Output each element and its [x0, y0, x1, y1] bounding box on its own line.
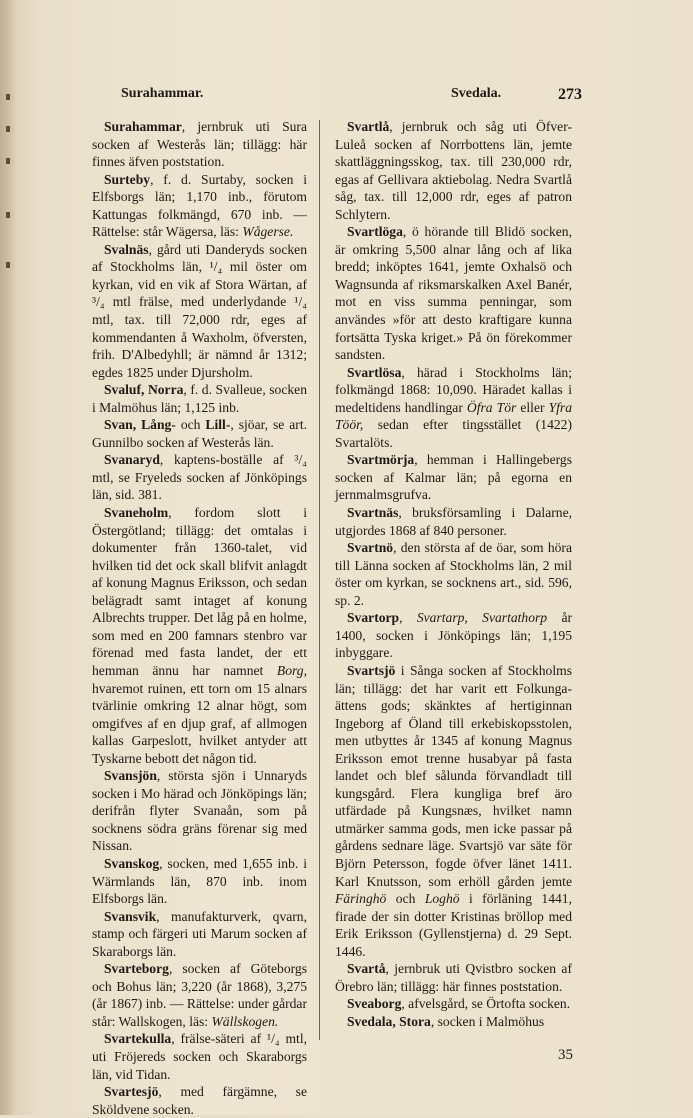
entry-text: , kaptens-boställe af ³/₄ mtl, se Fryeleds socken af Jönköpings län, sid. 381.: [92, 452, 307, 503]
entry-headword: Svansjön: [104, 768, 157, 784]
dictionary-entry: [335, 1013, 572, 1031]
entry-headword: Svan, Lång-: [104, 417, 176, 433]
entry-headword: Svartlösa: [347, 364, 402, 380]
entry-text: , f. d. Surtaby, socken i Elfsborgs län; 1,170 inb., förutom Kattungas folkmängd, 670 inb. — Rättelse: står Wägersa, läs:: [92, 171, 307, 240]
dictionary-entry: [92, 451, 307, 504]
entry-headword: Svartå: [347, 961, 386, 977]
entry-italic: Loghö: [424, 891, 460, 907]
entry-text: , största sjön i Unnaryds socken i Mo härad och Jönköpings län; derifrån flyter Svanaån, som på socknens södra gräns förenar sig med Nissan.: [92, 768, 307, 854]
entry-text: , manufakturverk, qvarn, stamp och färgeri uti Marum socken af Skaraborgs län.: [92, 908, 307, 959]
dictionary-entry: [335, 118, 572, 223]
entry-headword: Svaneholm: [104, 505, 169, 521]
entry-headword: Surteby: [104, 171, 151, 187]
entry-headword: Lill-: [205, 417, 231, 433]
margin-mark: [6, 158, 10, 164]
entry-headword: Svarteborg: [104, 961, 169, 977]
entry-italic: Färinghö: [335, 891, 387, 907]
entry-text: , gård uti Danderyds socken af Stockholms län, ¹/₄ mil öster om kyrkan, vid en vik af Stora Wärtan, af ³/₄ mtl frälse, med underlydande ¹/₄ mtl, tax. till 72,000 rdr, eges af kommendanten å Waxholm, öfversten, frih. D'Albedyhll; är nämnd år 1312; egdes 1825 under Djursholm.: [92, 241, 307, 380]
left-column: [92, 118, 307, 1118]
entry-headword: Svedala, Stora: [347, 1013, 431, 1029]
dictionary-entry: [92, 416, 307, 451]
dictionary-entry: [335, 451, 572, 504]
signature-mark: 35: [558, 1047, 573, 1063]
entry-text: , fordom slott i Östergötland; tillägg: det omtalas i dokumenter från 1360-talet, vid hvilken tid det ock skall blifvit anlagdt af konung Magnus Eriksson, och sedan belägradt samt intaget af konung Albrechts trupper. Det låg på en holme, som med en 200 famnars stenbro var förenad med fasta landet, der ett hemman ännu har namnet: [92, 505, 307, 678]
column-divider: [319, 120, 320, 1040]
entry-headword: Svartmörja: [347, 452, 415, 468]
dictionary-entry: [92, 171, 307, 241]
running-header: [0, 86, 693, 108]
dictionary-entry: [335, 609, 572, 662]
header-right-word: Svedala.: [451, 86, 502, 101]
entry-italic: Svartarp, Svartathorp: [416, 610, 548, 626]
entry-text: , ö hörande till Blidö socken, är omkring 5,500 alnar lång och af lika bredd; inköptes 1641, jemte Oxhalsö och Wagnsunda af riksmarskalken Axel Banér, mot en viss summa penningar, som användes »för att desto kraftigare kunna fortsätta Tyska kriget.» På ön förekommer sandsten.: [335, 224, 572, 363]
dictionary-entry: [92, 1030, 307, 1083]
entry-headword: Surahammar: [104, 119, 182, 134]
entry-text: , afvelsgård, se Örtofta socken.: [401, 996, 571, 1012]
entry-italic: Borg,: [276, 662, 307, 678]
entry-text: , socken, med 1,655 inb. i Wärmlands län, 870 inb. inom Elfsborgs län.: [92, 855, 307, 907]
entry-headword: Svanaryd: [104, 452, 160, 468]
margin-mark: [6, 126, 10, 132]
entry-text: sedan efter tingsstället (1422) Svartalöts.: [335, 417, 572, 450]
margin-mark: [6, 262, 10, 268]
dictionary-entry: [92, 241, 307, 381]
entry-text: och: [175, 417, 206, 433]
dictionary-entry: [335, 504, 572, 539]
dictionary-entry: [335, 539, 572, 609]
dictionary-entry: [92, 1083, 307, 1118]
entry-text: ,: [399, 610, 417, 626]
entry-headword: Sveaborg: [347, 996, 402, 1012]
dictionary-entry: [92, 855, 307, 908]
entry-text: , frälse-säteri af ¹/₄ mtl, uti Fröjereds socken och Skaraborgs län, vid Tidan.: [92, 1031, 307, 1082]
entry-text: , härad i Stockholms län; folkmängd 1868: 10,090. Häradet kallas i medeltidens handlingar: [335, 364, 572, 415]
dictionary-entry: [335, 662, 572, 960]
entry-text: , bruksförsamling i Dalarne, utgjordes 1868 af 840 personer.: [335, 505, 572, 538]
entry-text: , jernbruk och såg uti Öfver-Luleå socken af Norrbottens län, jemte skattläggningsskog, tax. till 230,000 rdr, egas af Gellivara aktiebolag. Nedra Svartlå såg, tax. till 12,000 rdr, eges af patron Schlytern.: [335, 119, 572, 222]
margin-mark: [6, 212, 10, 218]
entry-text: , jernbruk uti Qvistbro socken af Örebro län; tillägg: här finnes poststation.: [335, 961, 572, 994]
entry-text: , hemman i Hallingebergs socken af Kalmar län; på egorna en jernmalmsgrufva.: [335, 452, 572, 503]
dictionary-entry: [335, 960, 572, 995]
dictionary-entry: [92, 381, 307, 416]
entry-headword: Svartlå: [347, 119, 390, 134]
entry-headword: Svartsjö: [347, 662, 396, 678]
entry-text: , f. d. Svalleue, socken i Malmöhus län; 1,125 inb.: [92, 382, 307, 415]
entry-text: , socken af Göteborgs och Bohus län; 3,220 (år 1868), 3,275 (år 1867) inb. — Rättelse: under gårdar står: Wallskogen, läs:: [92, 961, 307, 1029]
entry-text: , den största af de öar, som höra till Länna socken af Stockholms län, 2 mil öster om kyrkan, se socknens art., sid. 596, sp. 2.: [335, 540, 572, 608]
entry-text: i Sånga socken af Stockholms län; tillägg: det har varit ett Folkunga-ättens gods; skänktes af hertiginnan Ingeborg af Öland till erkebiskopsstolen, men utbyttes år 1345 af konung Magnus Eriksson emot trenne husabyar på fasta landet och blef sålunda förvandladt till kungsgård. Flera kungliga bref äro utfärdade på Kungsnæs, hvilket namn utmärker samma gods, men icke passar på gårdens sednare läge. Svartsjö var säte för Björn Petersson, fogde öfver länet 1411. Karl Knutsson, som erhöll gården jemte: [335, 662, 572, 889]
entry-headword: Svaluf, Norra: [104, 382, 184, 398]
entry-headword: Svartnö: [347, 540, 394, 556]
header-left-word: Surahammar.: [121, 86, 204, 101]
entry-text: eller: [516, 399, 549, 415]
entry-italic: Wågerse.: [242, 224, 294, 240]
dictionary-entry: [335, 364, 572, 452]
entry-headword: Svartorp: [347, 610, 400, 626]
dictionary-entry: [92, 767, 307, 855]
entry-text: , jernbruk uti Sura socken af Westerås län; tillägg: här finnes äfven poststation.: [92, 119, 307, 170]
dictionary-entry: [92, 118, 307, 171]
entry-text: , socken i Malmöhus: [430, 1013, 545, 1029]
dictionary-entry: [92, 960, 307, 1030]
dictionary-entry: [92, 908, 307, 961]
entry-headword: Svanskog: [104, 855, 160, 871]
entry-italic: Öfra Tör: [466, 399, 517, 415]
entry-text: i förläning 1441, firade der sin dotter Kristinas bröllop med Erik Eriksson (Gyllenstjerna) d. 29 Sept. 1446.: [335, 891, 572, 959]
dictionary-entry: [92, 504, 307, 767]
entry-headword: Svalnäs: [104, 241, 149, 257]
entry-headword: Svansvik: [104, 908, 157, 924]
entry-text: och: [386, 891, 425, 907]
dictionary-entry: [335, 223, 572, 363]
entry-text: , med färgämne, se Sköldvene socken.: [92, 1084, 307, 1117]
entry-italic: Wällskogen.: [211, 1013, 279, 1029]
entry-text: hvaremot ruinen, ett torn om 15 alnars tvärlinie omkring 12 alnar högt, som omgifves af en djup graf, af allmogen kallas Garpeslott, hvilket antyder att Tyskarne bebott det någon tid.: [92, 680, 307, 766]
entry-text: år 1400, socken i Jönköpings län; 1,195 inbyggare.: [335, 610, 573, 661]
entry-italic: Yfra Töör,: [335, 399, 572, 433]
entry-headword: Svartesjö: [104, 1084, 159, 1100]
right-column: [335, 118, 572, 1030]
entry-headword: Svartlöga: [347, 224, 403, 240]
entry-text: , sjöar, se art. Gunnilbo socken af Westerås län.: [92, 417, 308, 450]
dictionary-entry: [335, 995, 572, 1013]
page-number: 273: [558, 86, 582, 103]
book-spine-shadow: [0, 0, 16, 1115]
entry-headword: Svartekulla: [104, 1031, 172, 1047]
entry-headword: Svartnäs: [347, 505, 399, 521]
